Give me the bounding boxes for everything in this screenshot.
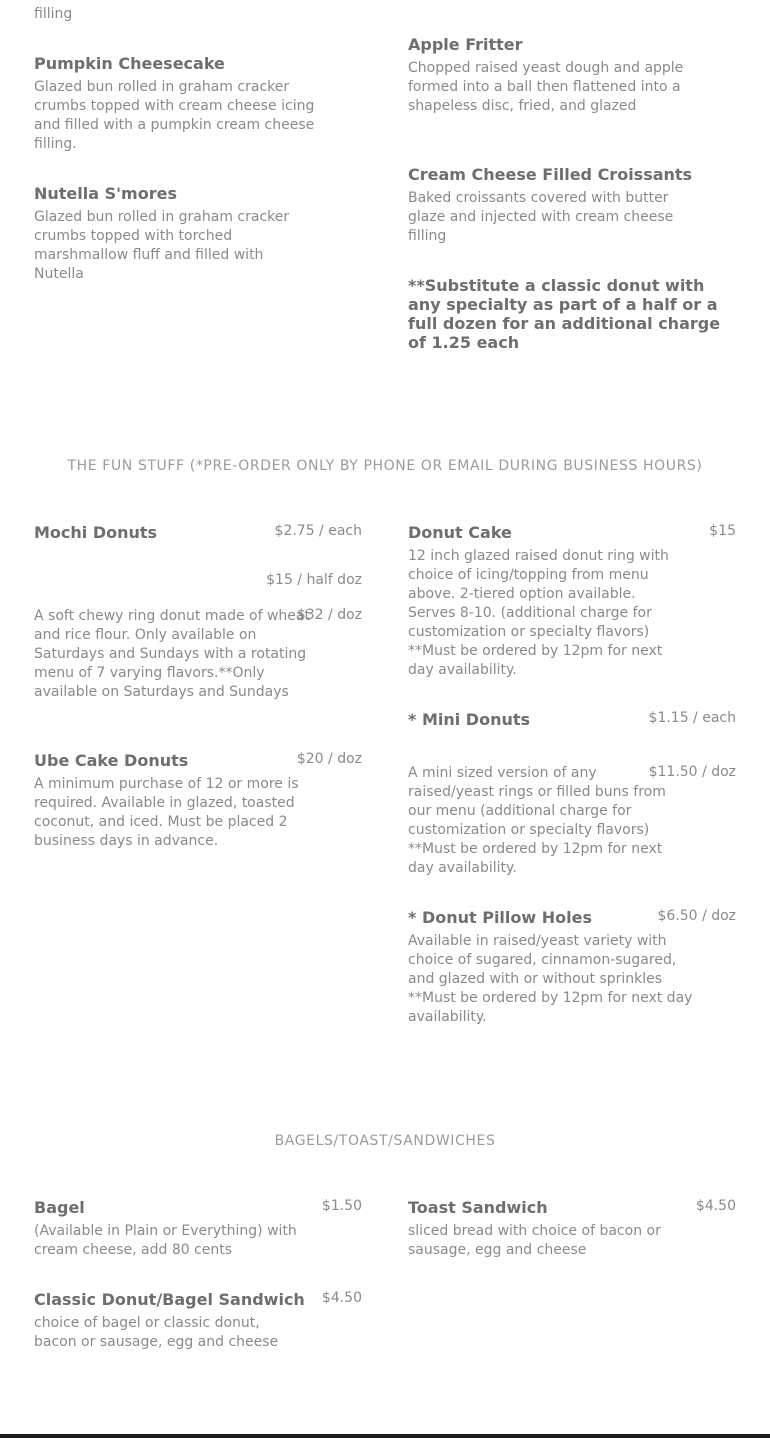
item-desc-donut-pillow-holes: Available in raised/yeast variety with choice of sugared, cinnamon-sugared, and glazed with or without sprinkles **Must be ordered by 12pm for next day availability. xyxy=(408,933,693,1025)
item-desc-cream-cheese-croissants: Baked croissants covered with butter glaze and injected with cream cheese filling xyxy=(408,190,674,244)
item-desc-mini-donuts: A mini sized version of any raised/yeast rings or filled buns from our menu (additional charge for customization or specialty flavors) **Must be ordered by 12pm for next day availability. xyxy=(408,765,666,876)
item-desc-ube-cake-donuts: A minimum purchase of 12 or more is required. Available in glazed, toasted coconut, and iced. Must be placed 2 business days in advance. xyxy=(34,776,299,849)
item-desc-bagel: (Available in Plain or Everything) with cream cheese, add 80 cents xyxy=(34,1223,297,1258)
section-heading-fun-stuff: THE FUN STUFF (*PRE-ORDER ONLY BY PHONE OR EMAIL DURING BUSINESS HOURS) xyxy=(67,458,703,474)
footer-bar xyxy=(0,1434,770,1438)
item-desc-apple-fritter: Chopped raised yeast dough and apple formed into a ball then flattened into a shapeless disc, fried, and glazed xyxy=(408,60,684,114)
substitute-note: **Substitute a classic donut with any specialty as part of a half or a full dozen for an additional charge of 1.25 each xyxy=(408,276,721,352)
section-heading-bagels: BAGELS/TOAST/SANDWICHES xyxy=(274,1133,496,1149)
item-price-ube: $20 / doz xyxy=(296,751,362,767)
item-title-bagel: Bagel xyxy=(34,1198,85,1217)
item-title-donut-cake: Donut Cake xyxy=(408,523,512,542)
item-price-mochi-doz: $32 / doz xyxy=(296,607,362,623)
item-price-mochi-half: $15 / half doz xyxy=(266,572,362,588)
item-desc-donut-cake: 12 inch glazed raised donut ring with choice of icing/topping from menu above. 2-tiered option available. Serves 8-10. (additional charge for customization or specialty flavors) **Must be ordered by 12pm for next day availability. xyxy=(408,548,669,678)
item-title-toast-sandwich: Toast Sandwich xyxy=(408,1198,548,1217)
item-desc-nutella-smores: Glazed bun rolled in graham cracker crumbs topped with torched marshmallow fluff and filled with Nutella xyxy=(34,209,290,282)
item-desc-pumpkin-cheesecake: Glazed bun rolled in graham cracker crumbs topped with cream cheese icing and filled with a pumpkin cream cheese filling. xyxy=(34,79,315,152)
item-price-mochi-each: $2.75 / each xyxy=(274,523,362,539)
item-price-mini-doz: $11.50 / doz xyxy=(648,764,736,780)
item-title-classic-sandwich: Classic Donut/Bagel Sandwich xyxy=(34,1290,305,1309)
item-title-mochi-donuts: Mochi Donuts xyxy=(34,523,158,542)
item-title-cream-cheese-croissants: Cream Cheese Filled Croissants xyxy=(408,165,693,184)
item-title-pumpkin-cheesecake: Pumpkin Cheesecake xyxy=(34,54,225,73)
item-title-mini-donuts: * Mini Donuts xyxy=(408,710,531,729)
item-price-toast-sandwich: $4.50 xyxy=(695,1198,736,1214)
item-title-apple-fritter: Apple Fritter xyxy=(408,35,523,54)
item-price-pillow: $6.50 / doz xyxy=(657,908,736,924)
item-price-mini-each: $1.15 / each xyxy=(648,710,736,726)
item-price-classic-sandwich: $4.50 xyxy=(321,1290,362,1306)
item-price-donut-cake: $15 xyxy=(709,523,736,539)
item-desc-classic-sandwich: choice of bagel or classic donut, bacon or sausage, egg and cheese xyxy=(34,1315,279,1350)
item-title-donut-pillow-holes: * Donut Pillow Holes xyxy=(408,908,592,927)
previous-item-desc-fragment: filling xyxy=(34,6,73,22)
item-title-nutella-smores: Nutella S'mores xyxy=(34,184,177,203)
item-desc-toast-sandwich: sliced bread with choice of bacon or sausage, egg and cheese xyxy=(408,1223,661,1258)
item-desc-mochi-donuts: A soft chewy ring donut made of wheat and rice flour. Only available on Saturdays and Sundays with a rotating menu of 7 varying flavors.**Only available on Saturdays and Sundays xyxy=(34,608,310,700)
item-title-ube-cake-donuts: Ube Cake Donuts xyxy=(34,751,189,770)
item-price-bagel: $1.50 xyxy=(321,1198,362,1214)
